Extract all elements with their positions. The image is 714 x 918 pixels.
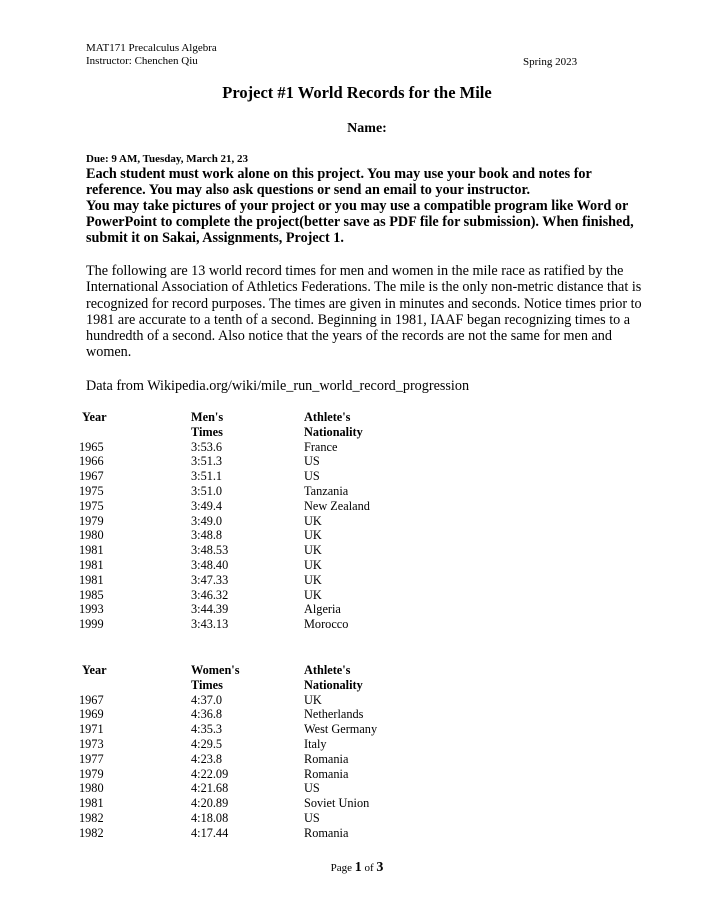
cell-nationality: Romania	[304, 751, 349, 766]
column-header-year: Year	[82, 663, 107, 677]
cell-nationality: Tanzania	[304, 483, 349, 498]
cell-year: 1975	[79, 483, 104, 498]
cell-year: 1979	[79, 513, 104, 528]
cell-year: 1975	[79, 498, 104, 513]
cell-nationality: France	[304, 439, 338, 454]
cell-time: 3:53.6	[191, 439, 223, 454]
cell-year: 1981	[79, 543, 104, 558]
cell-nationality: UK	[304, 557, 322, 572]
cell-year: 1980	[79, 781, 104, 796]
column-header-year: Year	[82, 410, 107, 424]
cell-year: 1977	[79, 751, 104, 766]
cell-nationality: UK	[304, 543, 322, 558]
page-word: Page	[330, 862, 352, 874]
cell-nationality: UK	[304, 513, 322, 528]
cell-nationality: Netherlands	[304, 707, 364, 722]
cell-year: 1966	[79, 454, 104, 469]
intro-paragraph: The following are 13 world record times for men and women in the mile race as ratified by the International Association of Athletics Federations. The mile is the only non-metric distance that is recognized for record purposes. The times are given in minutes and seconds. Notice times prior to 1981 are accurate to a tenth of a second. Beginning in 1981, IAAF began recognizing times to a hundredth of a second. Also notice that the years of the records are not the same for men and women.	[86, 263, 642, 361]
cell-time: 3:46.32	[191, 587, 229, 602]
cell-time: 3:51.0	[191, 483, 223, 498]
cell-nationality: New Zealand	[304, 498, 370, 513]
due-date: Due: 9 AM, Tuesday, March 21, 23	[86, 153, 249, 165]
column-header-nationality: Athlete's Nationality	[304, 410, 363, 439]
cell-nationality: UK	[304, 692, 322, 707]
column-header-times: Men's Times	[191, 410, 224, 439]
cell-year: 1967	[79, 692, 104, 707]
page-total-number: 3	[376, 860, 384, 875]
column-header-nationality: Athlete's Nationality	[304, 663, 363, 692]
column-header-times: Women's Times	[191, 663, 240, 692]
cell-nationality: US	[304, 454, 320, 469]
cell-nationality: UK	[304, 587, 322, 602]
cell-time: 4:17.44	[191, 825, 229, 840]
cell-year: 1993	[79, 602, 104, 617]
cell-year: 1982	[79, 825, 104, 840]
cell-year: 1985	[79, 587, 104, 602]
cell-year: 1973	[79, 736, 104, 751]
cell-time: 3:51.1	[191, 469, 223, 484]
cell-time: 3:44.39	[191, 602, 229, 617]
cell-time: 4:21.68	[191, 781, 229, 796]
cell-time: 4:35.3	[191, 722, 223, 737]
cell-nationality: US	[304, 810, 320, 825]
cell-time: 4:23.8	[191, 751, 223, 766]
cell-nationality: Romania	[304, 825, 349, 840]
instructions-block	[86, 166, 646, 246]
cell-nationality: West Germany	[304, 722, 378, 737]
cell-year: 1981	[79, 796, 104, 811]
cell-nationality: US	[304, 781, 320, 796]
cell-time: 3:48.53	[191, 543, 229, 558]
cell-time: 4:18.08	[191, 810, 229, 825]
cell-nationality: Romania	[304, 766, 349, 781]
cell-time: 3:51.3	[191, 454, 223, 469]
cell-year: 1967	[79, 469, 104, 484]
cell-nationality: Soviet Union	[304, 796, 370, 811]
cell-time: 4:20.89	[191, 796, 229, 811]
cell-nationality: Morocco	[304, 617, 349, 632]
cell-nationality: UK	[304, 572, 322, 587]
term-label: Spring 2023	[523, 56, 578, 68]
cell-time: 3:48.40	[191, 557, 229, 572]
instructions-paragraph: Each student must work alone on this project. You may use your book and notes for reference. You may also ask questions or send an email to your instructor.	[86, 166, 592, 198]
cell-year: 1979	[79, 766, 104, 781]
instructor-name: Instructor: Chenchen Qiu	[86, 55, 198, 67]
document-title: Project #1 World Records for the Mile	[222, 83, 492, 102]
cell-time: 4:22.09	[191, 766, 229, 781]
course-name: MAT171 Precalculus Algebra	[86, 42, 217, 54]
cell-time: 3:43.13	[191, 617, 229, 632]
cell-nationality: UK	[304, 528, 322, 543]
cell-time: 4:29.5	[191, 736, 223, 751]
cell-time: 3:49.0	[191, 513, 223, 528]
cell-year: 1999	[79, 617, 104, 632]
cell-time: 4:36.8	[191, 707, 223, 722]
cell-time: 3:47.33	[191, 572, 229, 587]
cell-nationality: US	[304, 469, 320, 484]
cell-time: 3:49.4	[191, 498, 223, 513]
cell-time: 4:37.0	[191, 692, 223, 707]
cell-time: 3:48.8	[191, 528, 223, 543]
cell-nationality: Algeria	[304, 602, 341, 617]
cell-nationality: Italy	[304, 736, 327, 751]
page-footer	[0, 860, 714, 876]
of-word: of	[364, 862, 374, 874]
cell-year: 1982	[79, 810, 104, 825]
instructions-paragraph: You may take pictures of your project or you may use a compatible program like Word or PowerPoint to complete the project(better save as PDF file for submission). When finished, submit it on Sakai, Assignments, Project 1.	[86, 198, 634, 246]
cell-year: 1969	[79, 707, 104, 722]
page-current-number: 1	[354, 860, 362, 875]
cell-year: 1965	[79, 439, 104, 454]
data-source: Data from Wikipedia.org/wiki/mile_run_world_record_progression	[86, 378, 470, 394]
cell-year: 1980	[79, 528, 104, 543]
cell-year: 1981	[79, 557, 104, 572]
cell-year: 1971	[79, 722, 104, 737]
cell-year: 1981	[79, 572, 104, 587]
name-label: Name:	[347, 121, 387, 136]
